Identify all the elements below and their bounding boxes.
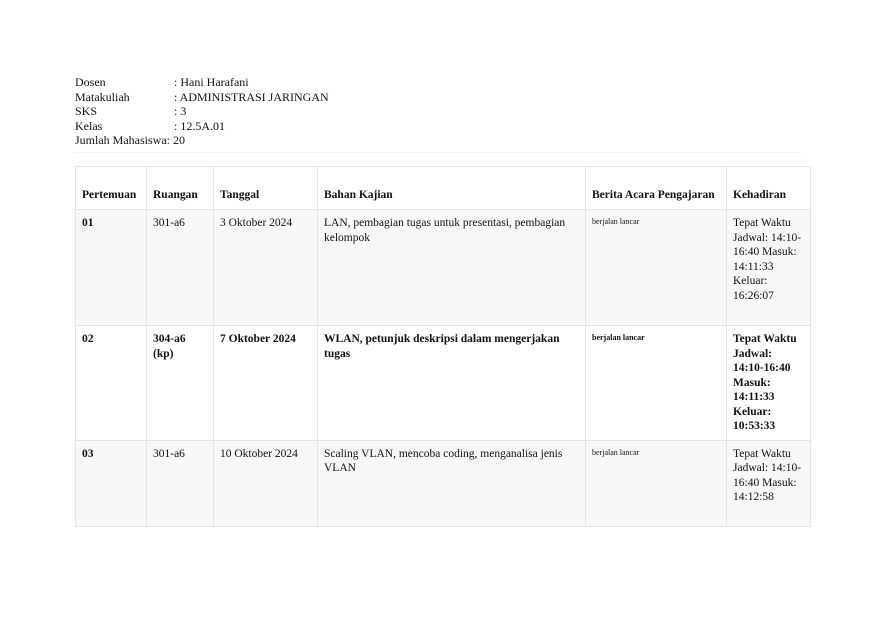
divider bbox=[75, 152, 803, 153]
course-info bbox=[75, 75, 329, 148]
cell-berita-acara: berjalan lancar bbox=[586, 440, 727, 526]
matakuliah-value: : ADMINISTRASI JARINGAN bbox=[174, 89, 329, 104]
cell-pertemuan: 01 bbox=[76, 210, 147, 326]
info-row-dosen bbox=[75, 75, 329, 90]
jumlah-label: Jumlah Mahasiswa bbox=[75, 133, 167, 147]
cell-tanggal: 3 Oktober 2024 bbox=[214, 210, 318, 326]
attendance-table bbox=[75, 166, 811, 527]
cell-tanggal: 7 Oktober 2024 bbox=[214, 326, 318, 441]
info-row-jumlah bbox=[75, 133, 329, 148]
table-header-row bbox=[76, 167, 811, 210]
header-kehadiran: Kehadiran bbox=[727, 167, 811, 210]
info-row-matakuliah bbox=[75, 90, 329, 105]
header-tanggal: Tanggal bbox=[214, 167, 318, 210]
table-row bbox=[76, 326, 811, 441]
cell-tanggal: 10 Oktober 2024 bbox=[214, 440, 318, 526]
cell-bahan-kajian: WLAN, petunjuk deskripsi dalam mengerjakan tugas bbox=[318, 326, 586, 441]
header-berita-acara: Berita Acara Pengajaran bbox=[586, 167, 727, 210]
cell-pertemuan: 02 bbox=[76, 326, 147, 441]
kelas-value: : 12.5A.01 bbox=[174, 118, 225, 133]
cell-kehadiran: Tepat Waktu Jadwal: 14:10-16:40 Masuk: 14:12:58 bbox=[727, 440, 811, 526]
sks-label: SKS bbox=[75, 104, 98, 118]
sks-value: : 3 bbox=[174, 104, 187, 118]
header-ruangan: Ruangan bbox=[147, 167, 214, 210]
info-row-kelas bbox=[75, 119, 329, 134]
cell-berita-acara: berjalan lancar bbox=[586, 210, 727, 326]
cell-ruangan: 301-a6 bbox=[147, 210, 214, 326]
header-bahan-kajian: Bahan Kajian bbox=[318, 167, 586, 210]
kelas-label: Kelas bbox=[75, 118, 103, 133]
jumlah-value: : 20 bbox=[166, 133, 185, 147]
cell-bahan-kajian: Scaling VLAN, mencoba coding, menganalisa jenis VLAN bbox=[318, 440, 586, 526]
cell-ruangan: 304-a6 (kp) bbox=[147, 326, 214, 441]
dosen-label: Dosen bbox=[75, 75, 106, 89]
matakuliah-label: Matakuliah bbox=[75, 89, 130, 104]
info-row-sks bbox=[75, 104, 329, 119]
cell-kehadiran: Tepat Waktu Jadwal: 14:10-16:40 Masuk: 14:11:33 Keluar: 16:26:07 bbox=[727, 210, 811, 326]
header-pertemuan: Pertemuan bbox=[76, 167, 147, 210]
dosen-value: : Hani Harafani bbox=[174, 75, 249, 89]
cell-berita-acara: berjalan lancar bbox=[586, 326, 727, 441]
attendance-table-container bbox=[75, 166, 810, 527]
cell-bahan-kajian: LAN, pembagian tugas untuk presentasi, pembagian kelompok bbox=[318, 210, 586, 326]
cell-ruangan: 301-a6 bbox=[147, 440, 214, 526]
cell-kehadiran: Tepat Waktu Jadwal: 14:10-16:40 Masuk: 14:11:33 Keluar: 10:53:33 bbox=[727, 326, 811, 441]
cell-pertemuan: 03 bbox=[76, 440, 147, 526]
table-row bbox=[76, 440, 811, 526]
table-row bbox=[76, 210, 811, 326]
